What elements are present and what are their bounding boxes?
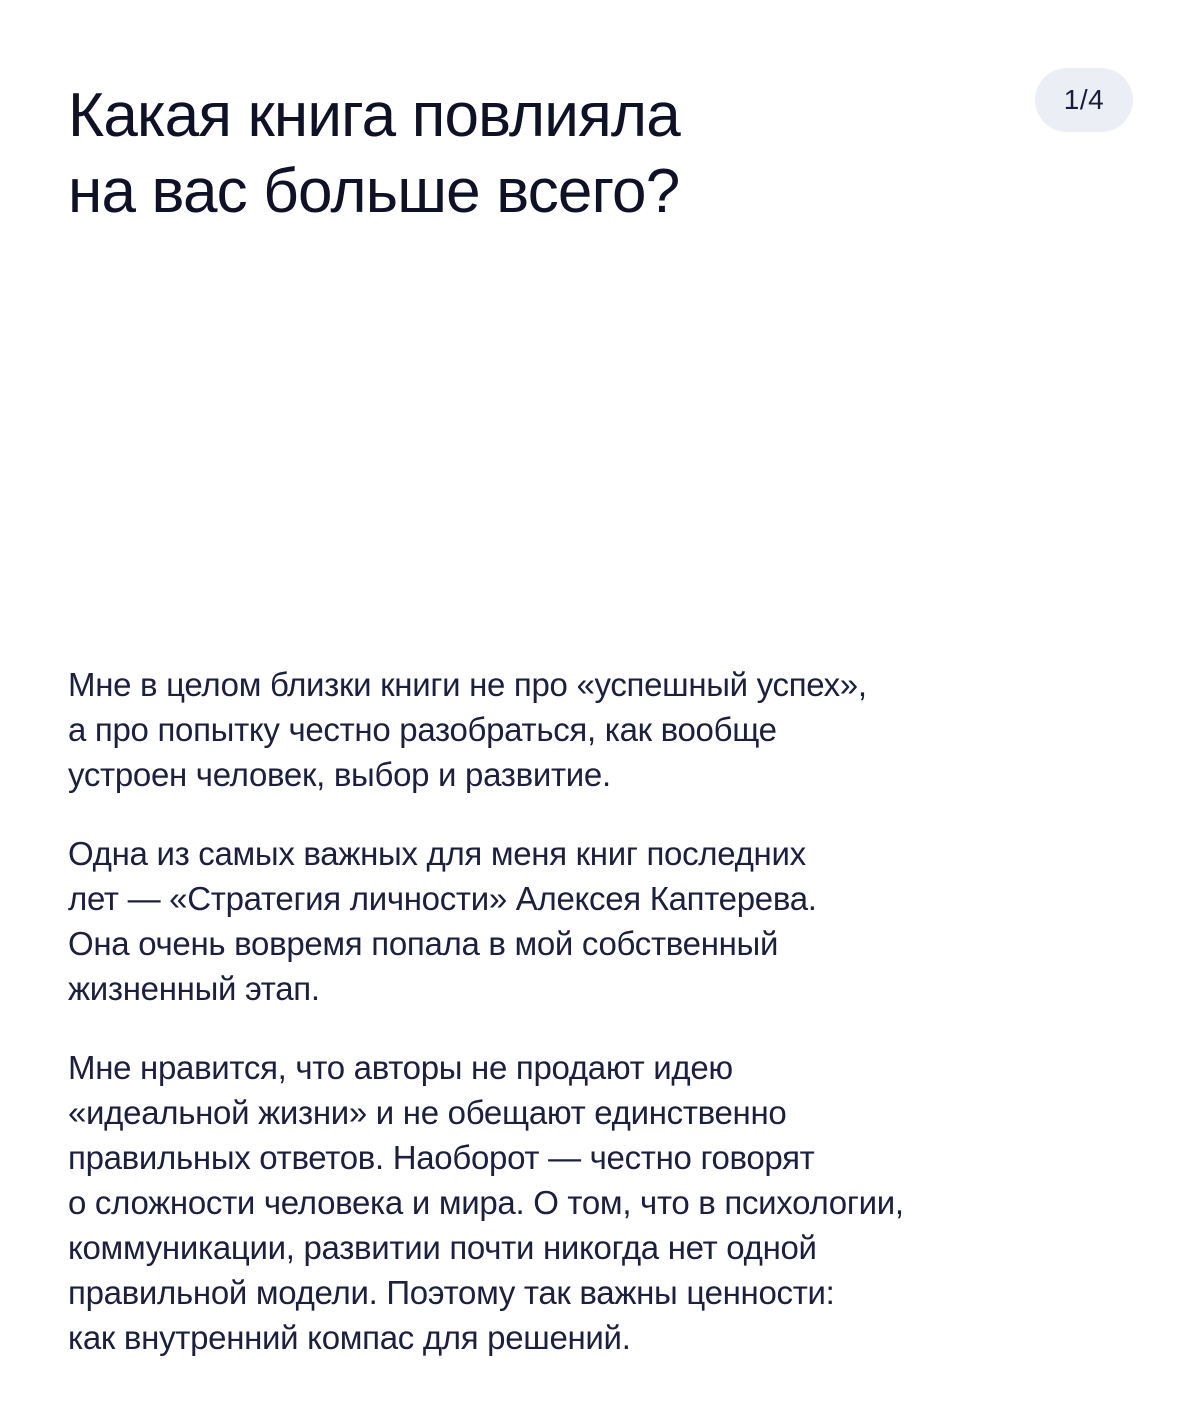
paragraph-3-line: коммуникации, развитии почти никогда нет одной [68,1229,817,1266]
title-line-2: на вас больше всего? [68,157,680,226]
paragraph-1 [68,662,1148,797]
paragraph-2-line: Она очень вовремя попала в мой собственный [68,925,779,962]
paragraph-1-line: а про попытку честно разобраться, как вообще [68,711,777,748]
paragraph-3 [68,1045,1148,1360]
paragraph-3-line: правильной модели. Поэтому так важны ценности: [68,1274,835,1311]
paragraph-2-line: Одна из самых важных для меня книг последних [68,835,806,872]
paragraph-2-line: лет — «Стратегия личности» Алексея Каптерева. [68,880,817,917]
paragraph-1-line: Мне в целом близки книги не про «успешный успех», [68,666,867,703]
paragraph-3-line: правильных ответов. Наоборот — честно говорят [68,1139,815,1176]
paragraph-3-line: Мне нравится, что авторы не продают идею [68,1049,733,1086]
paragraph-3-line: как внутренний компас для решений. [68,1319,631,1356]
paragraph-2-line: жизненный этап. [68,970,320,1007]
page-indicator-badge: 1/4 [1035,68,1133,132]
paragraph-3-line: о сложности человека и мира. О том, что в психологии, [68,1184,904,1221]
paragraph-2 [68,831,1148,1011]
paragraph-1-line: устроен человек, выбор и развитие. [68,756,611,793]
paragraph-3-line: «идеальной жизни» и не обещают единственно [68,1094,787,1131]
title-line-1: Какая книга повлияла [68,81,680,150]
page-title [68,78,968,230]
body-text [68,662,1148,1394]
